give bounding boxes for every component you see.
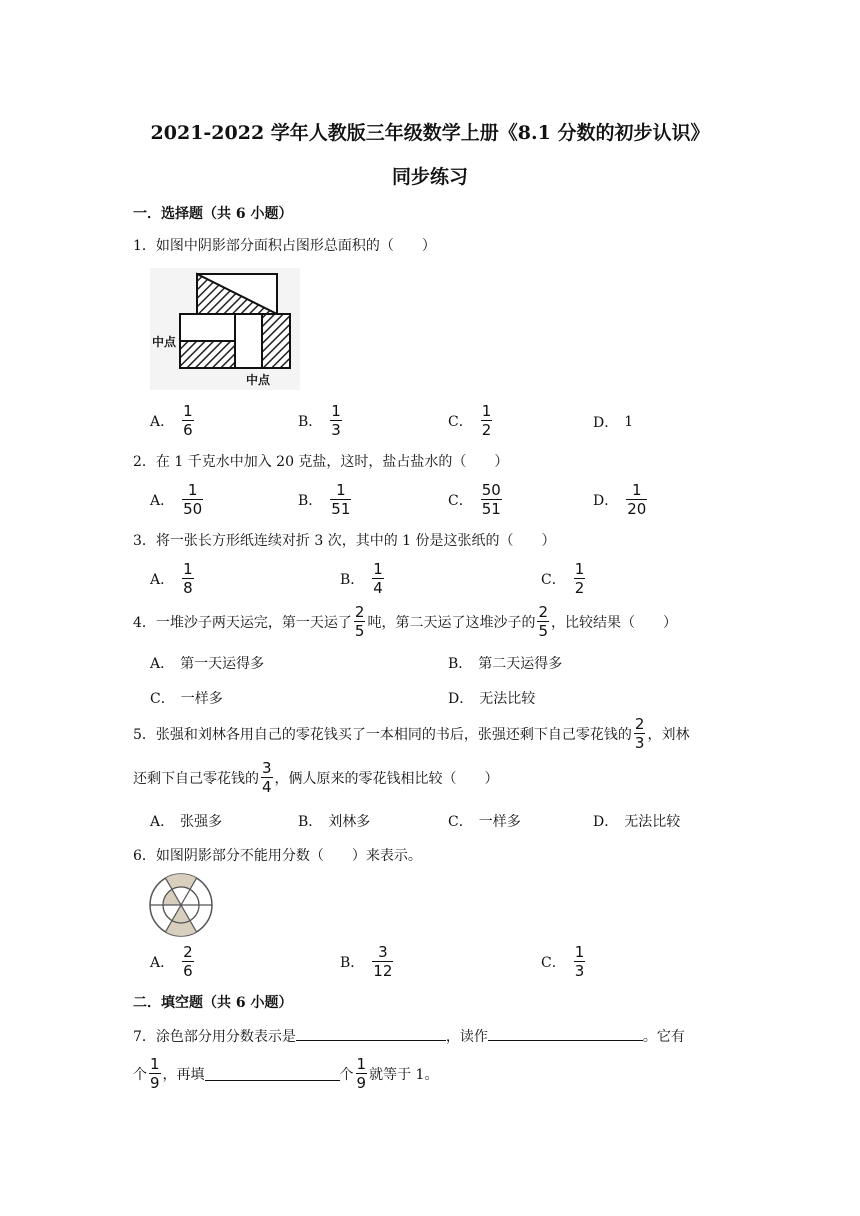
q6-option-b[interactable]: B． $\frac{3}{12}$ bbox=[340, 943, 393, 980]
question-6-stem: 6．如图阴影部分不能用分数（ ）来表示。 bbox=[133, 848, 422, 864]
q7-fraction-2: $\frac{1}{9}$ bbox=[356, 1055, 367, 1092]
q7-blank-reading[interactable] bbox=[488, 1026, 643, 1041]
q2-option-d[interactable]: D． $\frac{1}{20}$ bbox=[593, 481, 647, 518]
q4-fraction-2: $\frac{2}{5}$ bbox=[538, 603, 549, 640]
q3-option-a[interactable]: A． $\frac{1}{8}$ bbox=[150, 560, 193, 597]
q2-option-c[interactable]: C． $\frac{50}{51}$ bbox=[448, 481, 501, 518]
page-subtitle: 同步练习 bbox=[391, 166, 468, 188]
question-7-stem-line2: 个 $\frac{1}{9}$ ，再填 个 $\frac{1}{9}$ 就等于 1。 bbox=[133, 1055, 439, 1092]
q5-fraction-1: $\frac{2}{3}$ bbox=[634, 715, 645, 752]
question-1-stem: 1．如图中阴影部分面积占图形总面积的（ ） bbox=[133, 238, 436, 254]
q7-fraction-1: $\frac{1}{9}$ bbox=[150, 1055, 160, 1092]
q4-fraction-1: $\frac{2}{5}$ bbox=[354, 603, 365, 640]
section-heading-fill: 二．填空题（共 6 小题） bbox=[133, 995, 293, 1011]
q1-option-a[interactable]: A． $\frac{1}{6}$ bbox=[150, 402, 193, 439]
q1-midpoint-label-bottom: 中点 bbox=[246, 373, 271, 387]
question-5-stem-line2: 还剩下自己零花钱的 $\frac{3}{4}$ ，俩人原来的零花钱相比较（ ） bbox=[133, 759, 499, 796]
q3-option-b[interactable]: B． $\frac{1}{4}$ bbox=[340, 560, 383, 597]
q1-option-d[interactable]: D． 1 bbox=[593, 414, 634, 431]
question-2-stem: 2．在 1 千克水中加入 20 克盐，这时，盐占盐水的（ ） bbox=[133, 454, 509, 470]
q7-blank-fraction[interactable] bbox=[296, 1026, 446, 1041]
section-heading-choice: 一．选择题（共 6 小题） bbox=[133, 206, 293, 222]
q5-option-a[interactable]: A． 张强多 bbox=[150, 814, 223, 830]
q6-option-a[interactable]: A． $\frac{2}{6}$ bbox=[150, 943, 193, 980]
q1-right-shaded bbox=[262, 314, 290, 368]
q6-option-c[interactable]: C． $\frac{1}{3}$ bbox=[541, 943, 585, 980]
q5-fraction-2: $\frac{3}{4}$ bbox=[262, 759, 272, 796]
q4-option-c[interactable]: C． 一样多 bbox=[150, 691, 223, 707]
q2-option-a[interactable]: A． $\frac{1}{50}$ bbox=[150, 481, 203, 518]
page-title: 2021-2022 学年人教版三年级数学上册《8.1 分数的初步认识》 bbox=[150, 122, 710, 144]
q1-option-c[interactable]: C． $\frac{1}{2}$ bbox=[448, 402, 492, 439]
question-6-figure bbox=[148, 872, 214, 942]
q3-option-c[interactable]: C． $\frac{1}{2}$ bbox=[541, 560, 585, 597]
question-7-stem-line1: 7．涂色部分用分数表示是 ，读作 。它有 bbox=[133, 1026, 685, 1046]
question-4-stem: 4．一堆沙子两天运完，第一天运了 $\frac{2}{5}$ 吨，第二天运了这堆沙子的 $\frac{2}{5}$ ，比较结果（ ） bbox=[133, 603, 678, 640]
q5-option-d[interactable]: D． 无法比较 bbox=[593, 814, 681, 830]
q5-option-c[interactable]: C． 一样多 bbox=[448, 814, 521, 830]
q4-option-a[interactable]: A． 第一天运得多 bbox=[150, 656, 265, 672]
q1-option-b[interactable]: B． $\frac{1}{3}$ bbox=[298, 402, 341, 439]
q7-blank-count[interactable] bbox=[205, 1066, 340, 1081]
question-5-stem-line1: 5．张强和刘林各用自己的零花钱买了一本相同的书后，张强还剩下自己零花钱的 $\frac{2}{3}$ ，刘林 bbox=[133, 715, 690, 752]
question-3-stem: 3．将一张长方形纸连续对折 3 次，其中的 1 份是这张纸的（ ） bbox=[133, 533, 556, 549]
q1-midpoint-label-left: 中点 bbox=[152, 335, 177, 349]
question-1-figure bbox=[150, 268, 300, 394]
q1-bottom-left-shaded bbox=[180, 341, 235, 368]
q4-option-b[interactable]: B． 第二天运得多 bbox=[448, 656, 563, 672]
q4-option-d[interactable]: D． 无法比较 bbox=[448, 691, 536, 707]
q2-option-b[interactable]: B． $\frac{1}{51}$ bbox=[298, 481, 351, 518]
q5-option-b[interactable]: B． 刘林多 bbox=[298, 814, 371, 830]
